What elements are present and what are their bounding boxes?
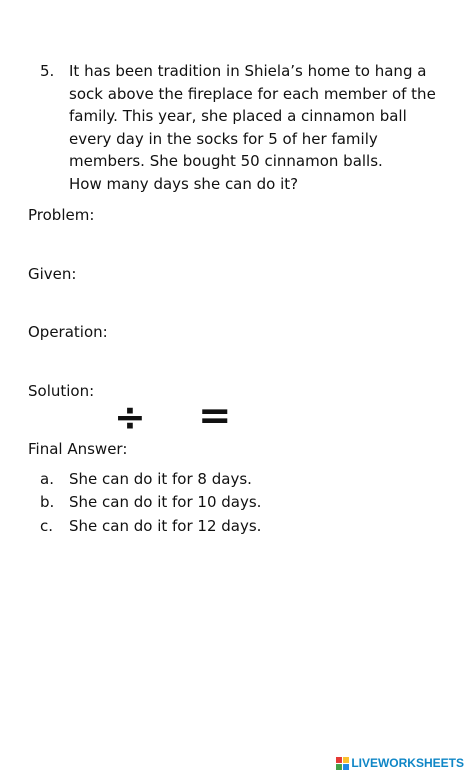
answer-options [40, 467, 261, 538]
solution-label: Solution: [28, 382, 95, 400]
option-letter: c. [40, 516, 54, 535]
question-line: family. This year, she placed a cinnamon ball [69, 107, 407, 125]
option-letter: a. [40, 469, 54, 488]
answer-option-a[interactable] [40, 467, 261, 491]
question-line: How many days she can do it? [69, 174, 299, 193]
answer-option-b[interactable] [40, 491, 261, 515]
answer-option-c[interactable] [40, 514, 261, 538]
option-text: She can do it for 10 days. [69, 493, 262, 512]
given-label: Given: [28, 265, 77, 283]
question-text [69, 60, 464, 195]
option-letter: b. [40, 493, 55, 512]
problem-label: Problem: [28, 206, 95, 224]
question-number: 5. [40, 62, 55, 80]
liveworksheets-brand [336, 756, 464, 770]
final-answer-label: Final Answer: [28, 440, 128, 458]
option-text: She can do it for 8 days. [69, 469, 252, 488]
divide-symbol: ÷ [114, 395, 146, 439]
option-text: She can do it for 12 days. [69, 516, 262, 535]
liveworksheets-logo-icon [336, 757, 349, 770]
question-line: It has been tradition in Shiela’s home to hang a [69, 62, 427, 80]
question-line: every day in the socks for 5 of her family [69, 129, 378, 148]
question-line: sock above the fireplace for each member of the [69, 84, 436, 103]
equals-symbol: = [198, 393, 232, 439]
operation-label: Operation: [28, 323, 108, 341]
question-line: members. She bought 50 cinnamon balls. [69, 152, 383, 170]
brand-name: LIVEWORKSHEETS [351, 756, 464, 770]
